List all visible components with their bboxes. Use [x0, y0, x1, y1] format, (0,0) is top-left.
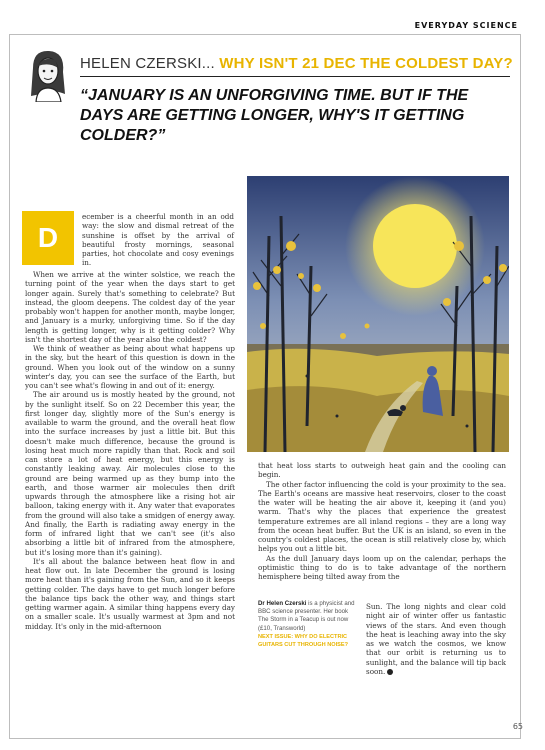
body-paragraph: We think of weather as being about what happens up in the sky, but the heart of this question is down in the ground. When you look out of the window on a sunny winter's day, you can see the surface of the Earth, but you can't see what's flowing in and out of it: energy.	[25, 344, 235, 390]
article-column-1	[25, 270, 235, 710]
section-label: EVERYDAY SCIENCE	[414, 21, 518, 30]
article-question: WHY ISN'T 21 DEC THE COLDEST DAY?	[219, 55, 513, 72]
author-bio	[258, 600, 358, 649]
body-paragraph: The other factor influencing the cold is your proximity to the sea. The Earth's oceans are massive heat reservoirs, closer to the coast the water will be heating the air above it, keeping it (and you) warm. That's why the places that experience the greatest temperature extremes are all inland regions – they are a long way from the ocean heat buffer. But the UK is an island, so even in the country's coldest places, the ocean is still relatively close by, which helps you out a little bit.	[258, 479, 506, 554]
title-rule	[80, 76, 510, 77]
body-paragraph: that heat loss starts to outweigh heat gain and the cooling can begin.	[258, 461, 506, 480]
headline: “JANUARY IS AN UNFORGIVING TIME. BUT IF THE DAYS ARE GETTING LONGER, WHY'S IT GETTING COLDER?”	[80, 87, 469, 144]
article-intro	[82, 212, 234, 268]
body-paragraph: As the dull January days loom up on the calendar, perhaps the optimistic thing to do is to take advantage of the northern hemisphere being tilted away from the	[258, 553, 506, 581]
body-paragraph: It's all about the balance between heat flow in and heat flow out. In late December the ground is losing more heat than it's gaining from the Sun, and so it keeps getting colder. The days have to get much longer before the balance tips back the other way, and things start getting warmer again. A similar thing happens every day on a smaller scale. It's usually warmest at 3pm and not midday. It's only in the mid-afternoon	[25, 556, 235, 631]
body-paragraph: When we arrive at the winter solstice, we reach the turning point of the year when the days start to get longer again. Surely that's something to celebrate? But instead, the gloom deepens. The coldest day of the year probably won't happen for another month, maybe longer, and January is a murky, unforgiving time. So if the day length is getting longer, why is it getting colder? Why isn't the shortest day of the year also the coldest?	[25, 270, 235, 344]
page-number: 65	[512, 722, 523, 731]
author-name: HELEN CZERSKI...	[80, 55, 215, 72]
bio-text: is a physicist and BBC science presenter. Her book The Storm in a Teacup is out now (£10, Transworld)	[258, 600, 355, 632]
intro-paragraph: ecember is a cheerful month in an odd way: the slow and dismal retreat of the sunshine is offset by the arrival of beautiful frosty mornings, seasonal parties, hot chocolate and cosy evenings in.	[82, 212, 234, 268]
body-paragraph	[366, 602, 506, 676]
byline	[80, 55, 513, 72]
end-mark-icon	[387, 669, 393, 675]
body-paragraph: The air around us is mostly heated by the ground, not by the sunlight itself. So on 22 December this year, the first longer day, slightly more of the Sun's energy is available to warm the ground, and the overall heat flow into the surface increases by just a little bit. But this doesn't make much difference, because the ground is losing heat much more rapidly than that. Rock and soil can store a lot of heat energy, but this energy is constantly leaking away. Air molecules close to the ground are being warmed up as they bump into the earth, and those warmer air molecules then drift upwards through the atmosphere like a rising hot air balloon, taking energy with it. Any water that evaporates from the ground will also take a smidgen of energy away. And finally, the Earth is radiating away energy in the form of infrared light that we can't see (it's also absorbing a little bit of infrared from the atmosphere, but it's losing more than it's gaining).	[25, 390, 235, 557]
drop-cap: D	[22, 211, 74, 265]
author-portrait	[19, 44, 77, 102]
article-column-3	[366, 602, 506, 712]
closing-paragraph: Sun. The long nights and clear cold night air of winter offer us fantastic views of the stars. And even though the heat is leaching away into the sky as we watch the cosmos, we know that our orbit is returning us to sunlight, and the balance will tip back soon.	[366, 602, 506, 676]
article-column-2	[258, 461, 506, 591]
next-issue-credit: NEXT ISSUE: WHY DO ELECTRIC GUITARS CUT THROUGH NOISE?	[258, 633, 349, 649]
bio-name: Dr Helen Czerski	[258, 600, 307, 607]
winter-illustration	[247, 176, 509, 452]
